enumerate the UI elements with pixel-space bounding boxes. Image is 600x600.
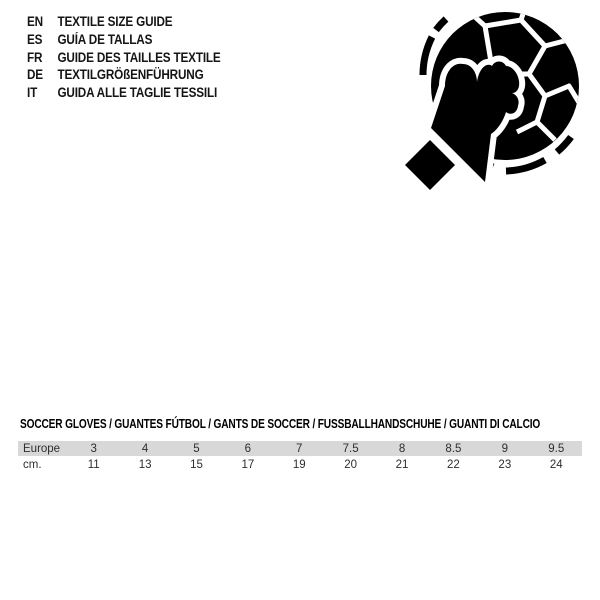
language-label: TEXTILE SIZE GUIDE: [57, 14, 173, 29]
goalkeeper-glove-ball-icon: [405, 0, 595, 195]
language-label: TEXTILGRÖßENFÜHRUNG: [57, 67, 204, 83]
language-list: [27, 13, 250, 102]
size-cell: 24: [549, 458, 563, 471]
size-cell: 7.5: [342, 442, 359, 455]
size-row-label: Europe: [23, 442, 61, 455]
glove-ball-svg: [405, 0, 595, 195]
size-cell: 20: [344, 458, 358, 471]
language-code: DE: [27, 67, 43, 83]
size-cell: 7: [296, 442, 303, 455]
size-cell: 9.5: [548, 442, 565, 455]
language-row-it: [27, 84, 221, 102]
size-cell: 22: [447, 458, 460, 471]
size-cell: 13: [138, 458, 152, 471]
size-cell: 21: [395, 458, 409, 471]
size-cell: 15: [190, 458, 203, 471]
language-label: GUIDA ALLE TAGLIE TESSILI: [57, 85, 218, 100]
size-cell: 8: [398, 442, 406, 455]
size-cell: 17: [241, 458, 255, 471]
size-table-title: SOCCER GLOVES / GUANTES FÚTBOL / GANTS DE SOCCER / FUSSBALLHANDSCHUHE / GUANTI DI CALCIO: [20, 416, 541, 431]
language-row-de: [27, 66, 221, 84]
size-row-europe: [18, 441, 582, 456]
size-table: [18, 441, 582, 473]
language-row-es: [27, 31, 221, 49]
size-cell: 19: [292, 458, 306, 471]
language-code: IT: [27, 85, 38, 100]
size-row-cm: [18, 456, 582, 473]
language-code: EN: [27, 14, 43, 29]
language-row-fr: [27, 49, 221, 67]
size-cell: 23: [498, 458, 512, 471]
language-label: GUIDE DES TAILLES TEXTILE: [57, 49, 221, 65]
size-cell: 6: [244, 442, 252, 455]
size-cell: 4: [141, 442, 149, 455]
size-cell: 11: [87, 458, 100, 471]
language-label: GUÍA DE TALLAS: [57, 31, 153, 47]
size-cell: 5: [193, 442, 200, 455]
language-code: FR: [27, 49, 43, 65]
size-cell: 3: [90, 442, 97, 455]
size-cell: 9: [501, 442, 509, 455]
language-code: ES: [27, 31, 43, 47]
language-row-en: [27, 13, 221, 31]
size-cell: 8.5: [445, 442, 462, 455]
size-row-label: cm.: [23, 458, 42, 471]
